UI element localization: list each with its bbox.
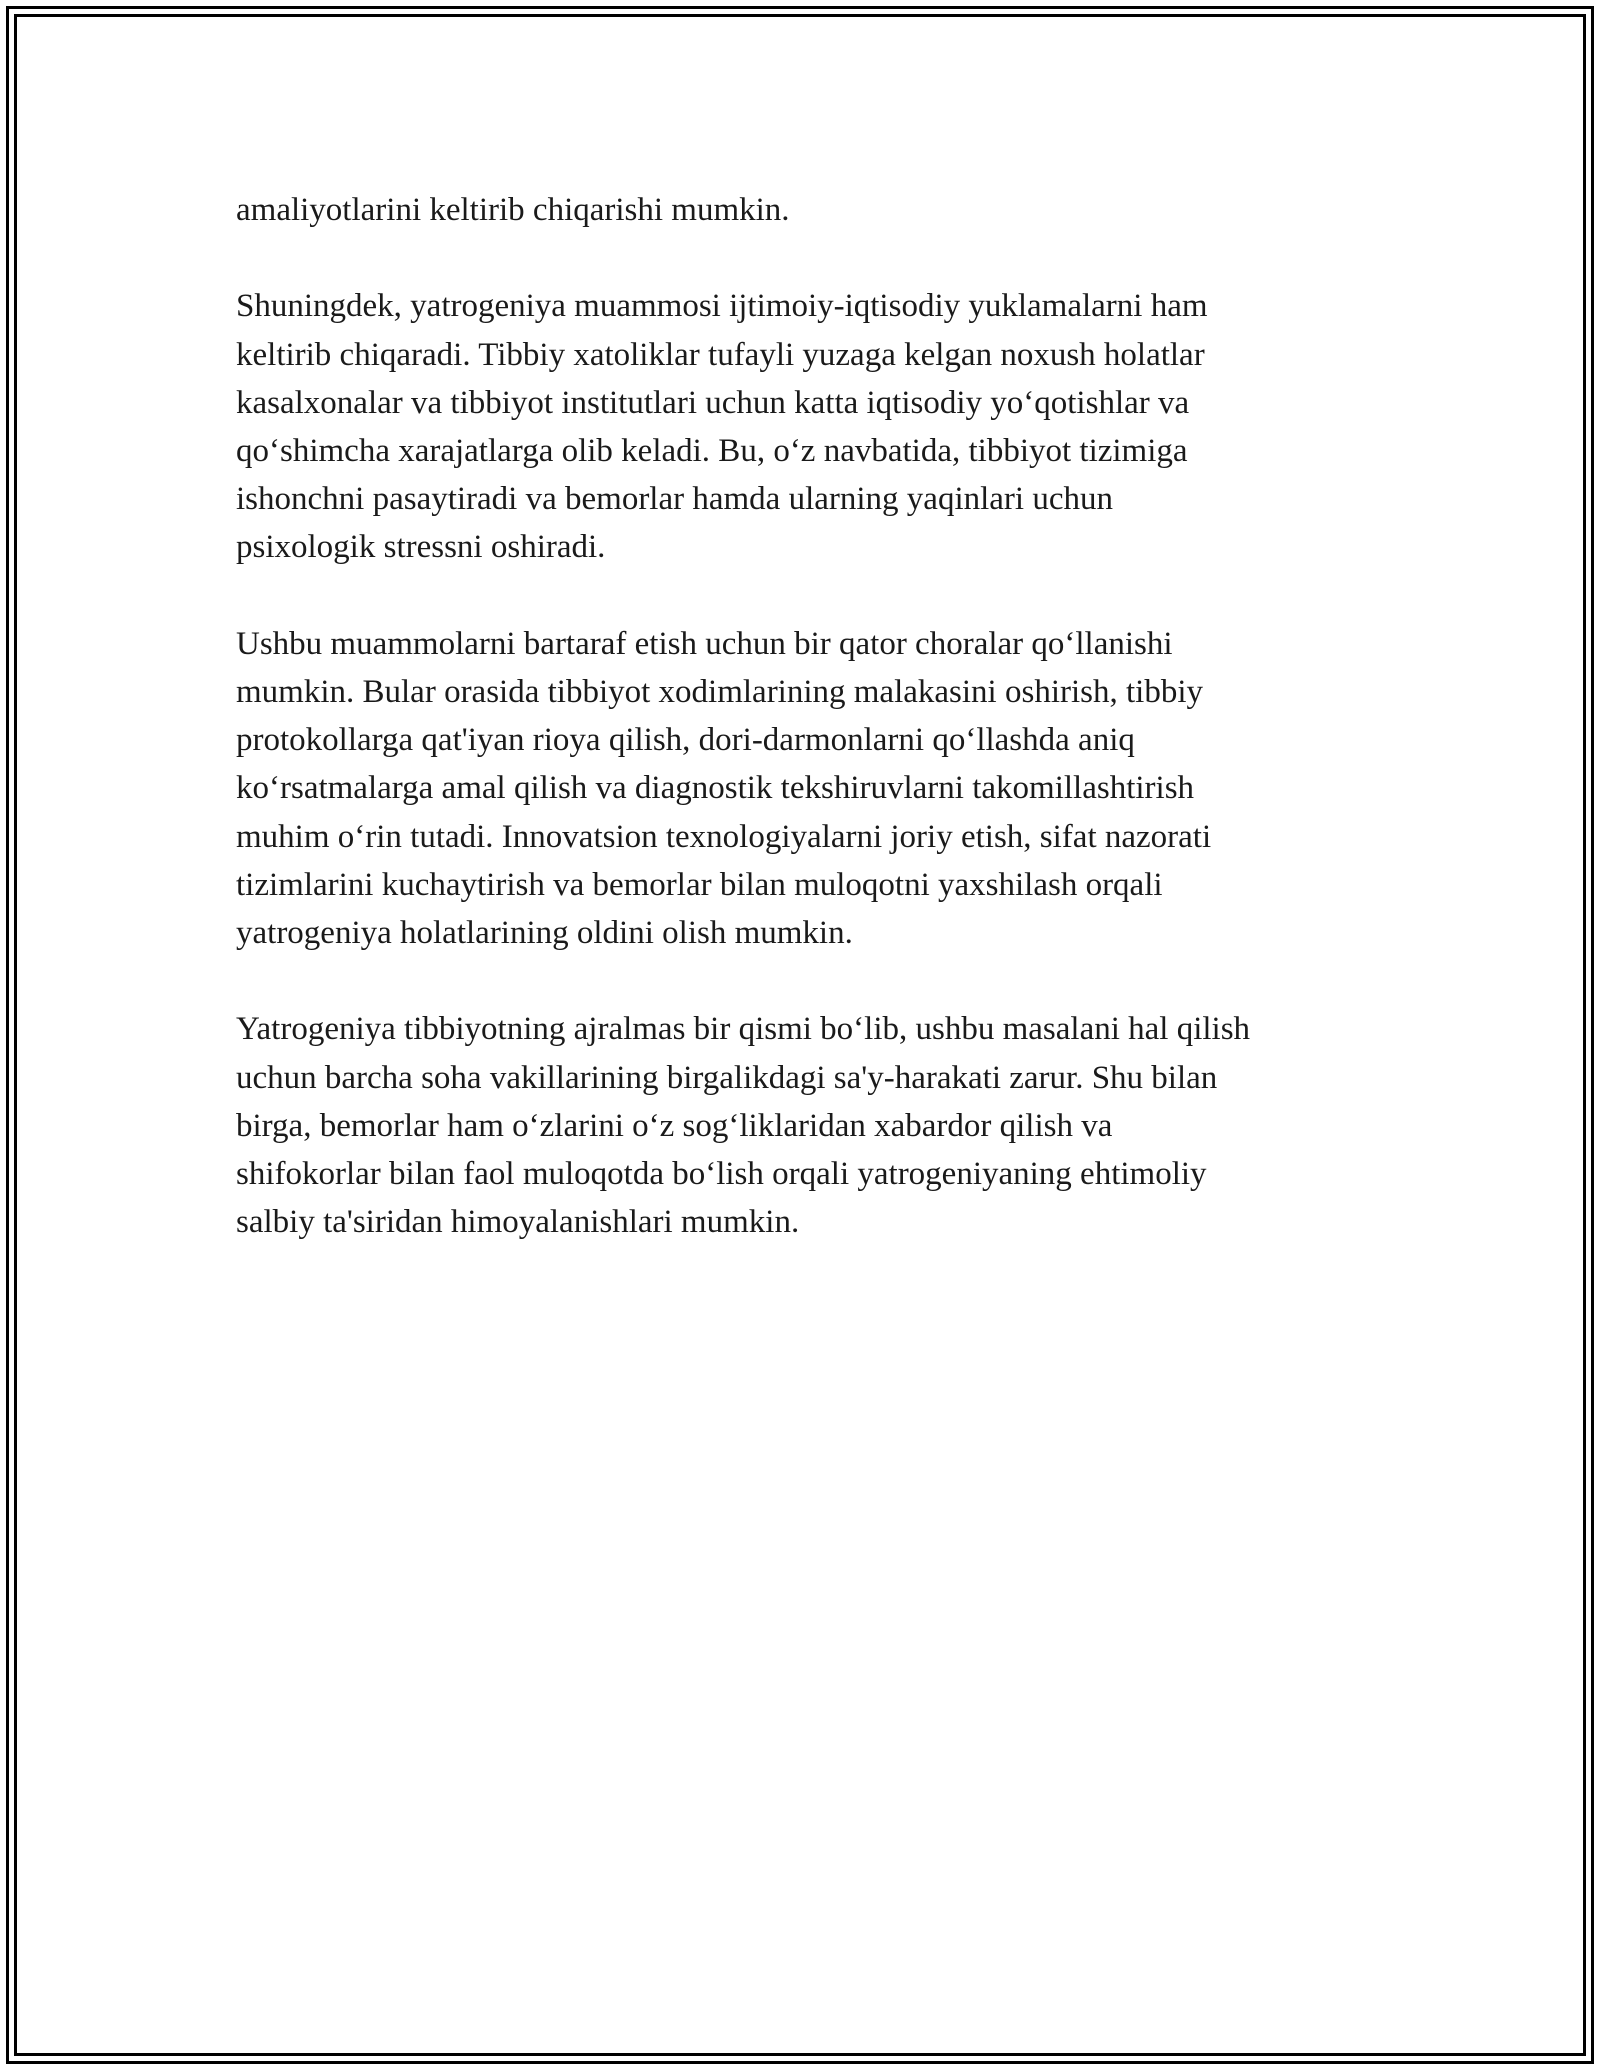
paragraph-measures: Ushbu muammolarni bartaraf etish uchun bir qator choralar qo‘llanishi mumkin. Bular orasida tibbiyot xodimlarining malakasini oshirish, tibbiy protokollarga qat'iyan rioya qilish, dori-darmonlarni qo‘llashda aniq ko‘rsatmalarga amal qilish va diagnostik tekshiruvlarni takomillashtirish muhim o‘rin tutadi. Innovatsion texnologiyalarni joriy etish, sifat nazorati tizimlarini kuchaytirish va bemorlar bilan muloqotni yaxshilash orqali yatrogeniya holatlarining oldini olish mumkin. xyxy=(236,625,1212,952)
paragraph-continuation: amaliyotlarini keltirib chiqarishi mumkin. xyxy=(236,192,790,228)
paragraph-socioeconomic: Shuningdek, yatrogeniya muammosi ijtimoiy-iqtisodiy yuklamalarni ham keltirib chiqaradi. Tibbiy xatoliklar tufayli yuzaga kelgan noxush holatlar kasalxonalar va tibbiyot institutlari uchun katta iqtisodiy yo‘qotishlar va qo‘shimcha xarajatlarga olib keladi. Bu, o‘z navbatida, tibbiyot tizimiga ishonchni pasaytiradi va bemorlar hamda ularning yaqinlari uchun psixologik stressni oshiradi. xyxy=(236,288,1208,566)
paragraph-conclusion: Yatrogeniya tibbiyotning ajralmas bir qismi bo‘lib, ushbu masalani hal qilish uchun barcha soha vakillarining birgalikdagi sa'y-harakati zarur. Shu bilan birga, bemorlar ham o‘zlarini o‘z sog‘liklaridan xabardor qilish va shifokorlar bilan faol muloqotda bo‘lish orqali yatrogeniyaning ehtimoliy salbiy ta'siridan himoyalanishlari mumkin. xyxy=(236,1011,1251,1241)
document-body xyxy=(236,186,1416,1295)
